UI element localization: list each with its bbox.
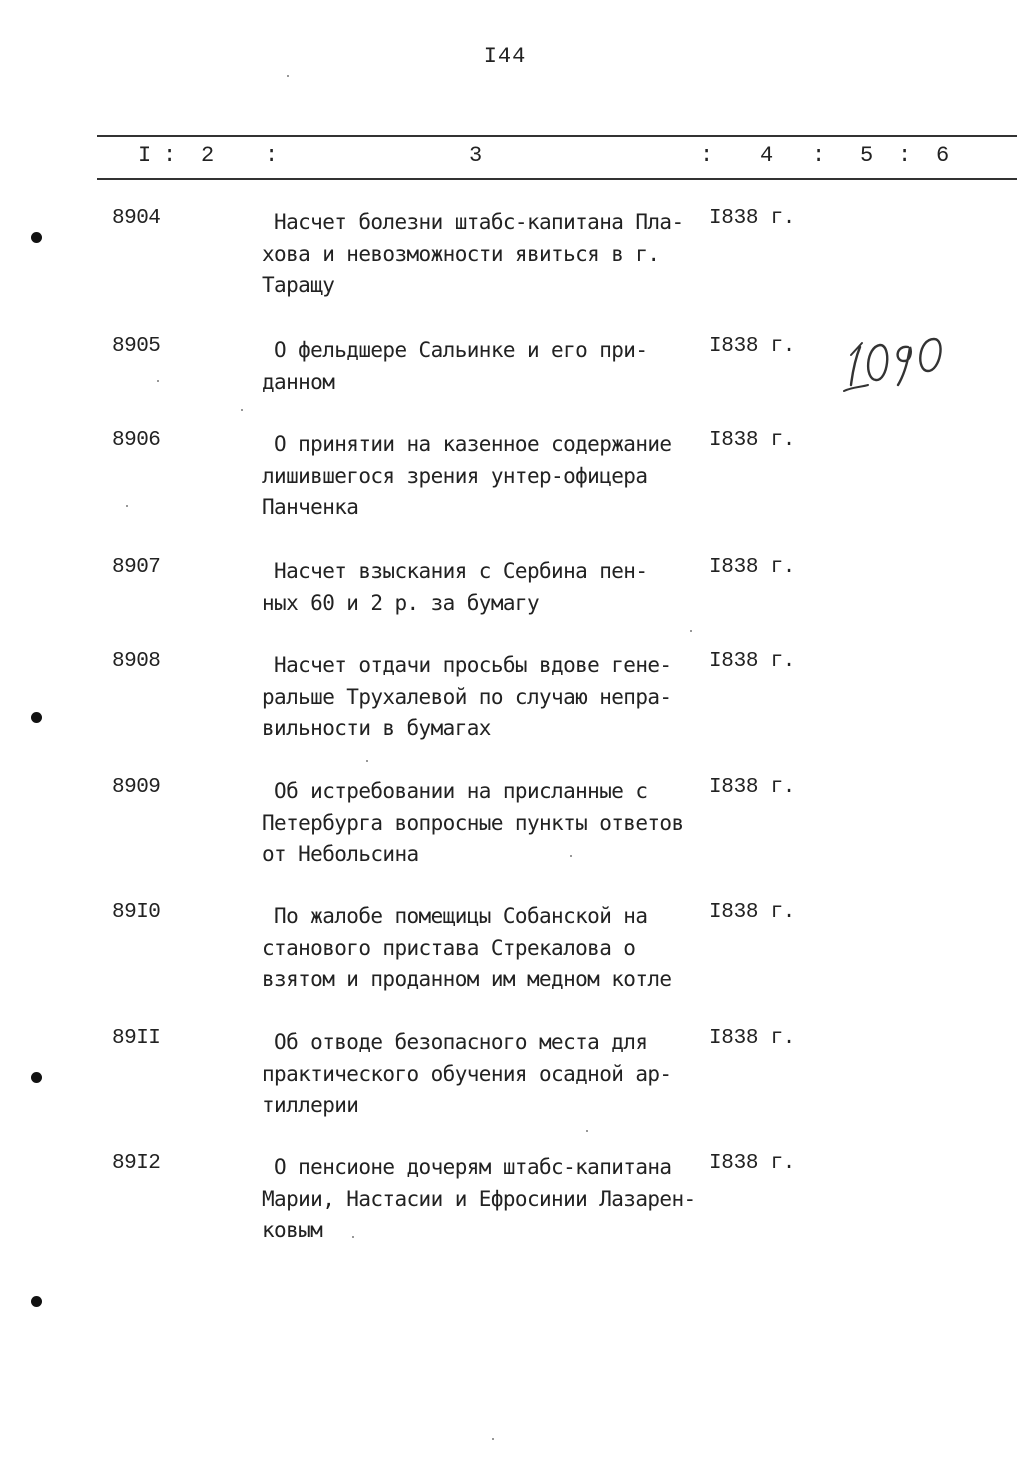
entry-description: Насчет болезни штабс-капитана Пла- хова и невозможности явиться в г. Таращу xyxy=(262,210,684,297)
entry-number: 89II xyxy=(112,1027,161,1050)
register-entry xyxy=(0,776,1024,886)
entry-number: 8904 xyxy=(112,207,161,230)
entry-description: Об истребовании на присланные с Петербурга вопросные пункты ответов от Небольсина xyxy=(262,779,684,866)
entry-number: 8908 xyxy=(112,650,161,673)
entry-year: I838 г. xyxy=(709,776,796,799)
scan-speck xyxy=(366,760,368,762)
column-header-6: 6 xyxy=(936,143,950,168)
entry-year: I838 г. xyxy=(709,556,796,579)
scan-speck xyxy=(352,1236,354,1238)
register-entry xyxy=(0,429,1024,539)
scan-speck xyxy=(126,505,128,507)
column-separator: : xyxy=(163,143,177,168)
column-header-3: 3 xyxy=(469,143,483,168)
column-header-5: 5 xyxy=(860,143,874,168)
entry-description: Насчет взыскания с Сербина пен- ных 60 и 2 р. за бумагу xyxy=(262,559,648,615)
entry-description: Об отводе безопасного места для практического обучения осадной ар- тиллерии xyxy=(262,1030,672,1117)
punch-hole xyxy=(31,712,42,723)
entry-number: 8907 xyxy=(112,556,161,579)
column-separator: : xyxy=(812,143,826,168)
handwritten-stroke xyxy=(868,345,887,380)
entry-year: I838 г. xyxy=(709,207,796,230)
entry-description: О принятии на казенное содержание лишившегося зрения унтер-офицера Панченка xyxy=(262,432,672,519)
punch-hole xyxy=(31,1072,42,1083)
scan-speck xyxy=(157,380,159,382)
column-header-1: I xyxy=(138,143,152,168)
scan-speck xyxy=(241,409,243,411)
entry-number: 8906 xyxy=(112,429,161,452)
handwritten-stroke xyxy=(920,339,940,371)
column-separator: : xyxy=(898,143,912,168)
entry-year: I838 г. xyxy=(709,901,796,924)
entry-description: Насчет отдачи просьбы вдове гене- ральше Трухалевой по случаю непра- вильности в бумагах xyxy=(262,653,672,740)
punch-hole xyxy=(31,232,42,243)
punch-hole xyxy=(31,1296,42,1307)
entry-year: I838 г. xyxy=(709,1152,796,1175)
handwritten-stroke xyxy=(844,385,868,391)
register-entry xyxy=(0,901,1024,1011)
entry-year: I838 г. xyxy=(709,1027,796,1050)
entry-description: О фельдшере Сальинке и его при- данном xyxy=(262,338,648,394)
entry-number: 8905 xyxy=(112,335,161,358)
scan-speck xyxy=(492,1438,494,1440)
entry-number: 89I2 xyxy=(112,1152,161,1175)
scan-speck xyxy=(586,1130,588,1132)
handwritten-annotation xyxy=(838,325,948,400)
entry-description: О пенсионе дочерям штабс-капитана Марии, Настасии и Ефросинии Лазарен- ковым xyxy=(262,1155,696,1242)
header-top-rule xyxy=(97,135,1017,137)
header-bottom-rule xyxy=(97,178,1017,180)
handwritten-stroke xyxy=(898,347,911,385)
register-entry xyxy=(0,207,1024,317)
column-header-4: 4 xyxy=(760,143,774,168)
column-header-2: 2 xyxy=(201,143,215,168)
scan-speck xyxy=(570,855,572,857)
column-separator: : xyxy=(265,143,279,168)
entry-description: По жалобе помещицы Собанской на станового пристава Стрекалова о взятом и проданном им медном котле xyxy=(262,904,672,991)
register-entry xyxy=(0,1027,1024,1137)
column-separator: : xyxy=(700,143,714,168)
entry-number: 89I0 xyxy=(112,901,161,924)
scan-speck xyxy=(287,75,289,77)
entry-number: 8909 xyxy=(112,776,161,799)
entry-year: I838 г. xyxy=(709,429,796,452)
register-entry xyxy=(0,650,1024,760)
entry-year: I838 г. xyxy=(709,650,796,673)
scan-speck xyxy=(690,630,692,632)
entry-year: I838 г. xyxy=(709,335,796,358)
register-entry xyxy=(0,1152,1024,1262)
page-number: I44 xyxy=(483,44,527,69)
